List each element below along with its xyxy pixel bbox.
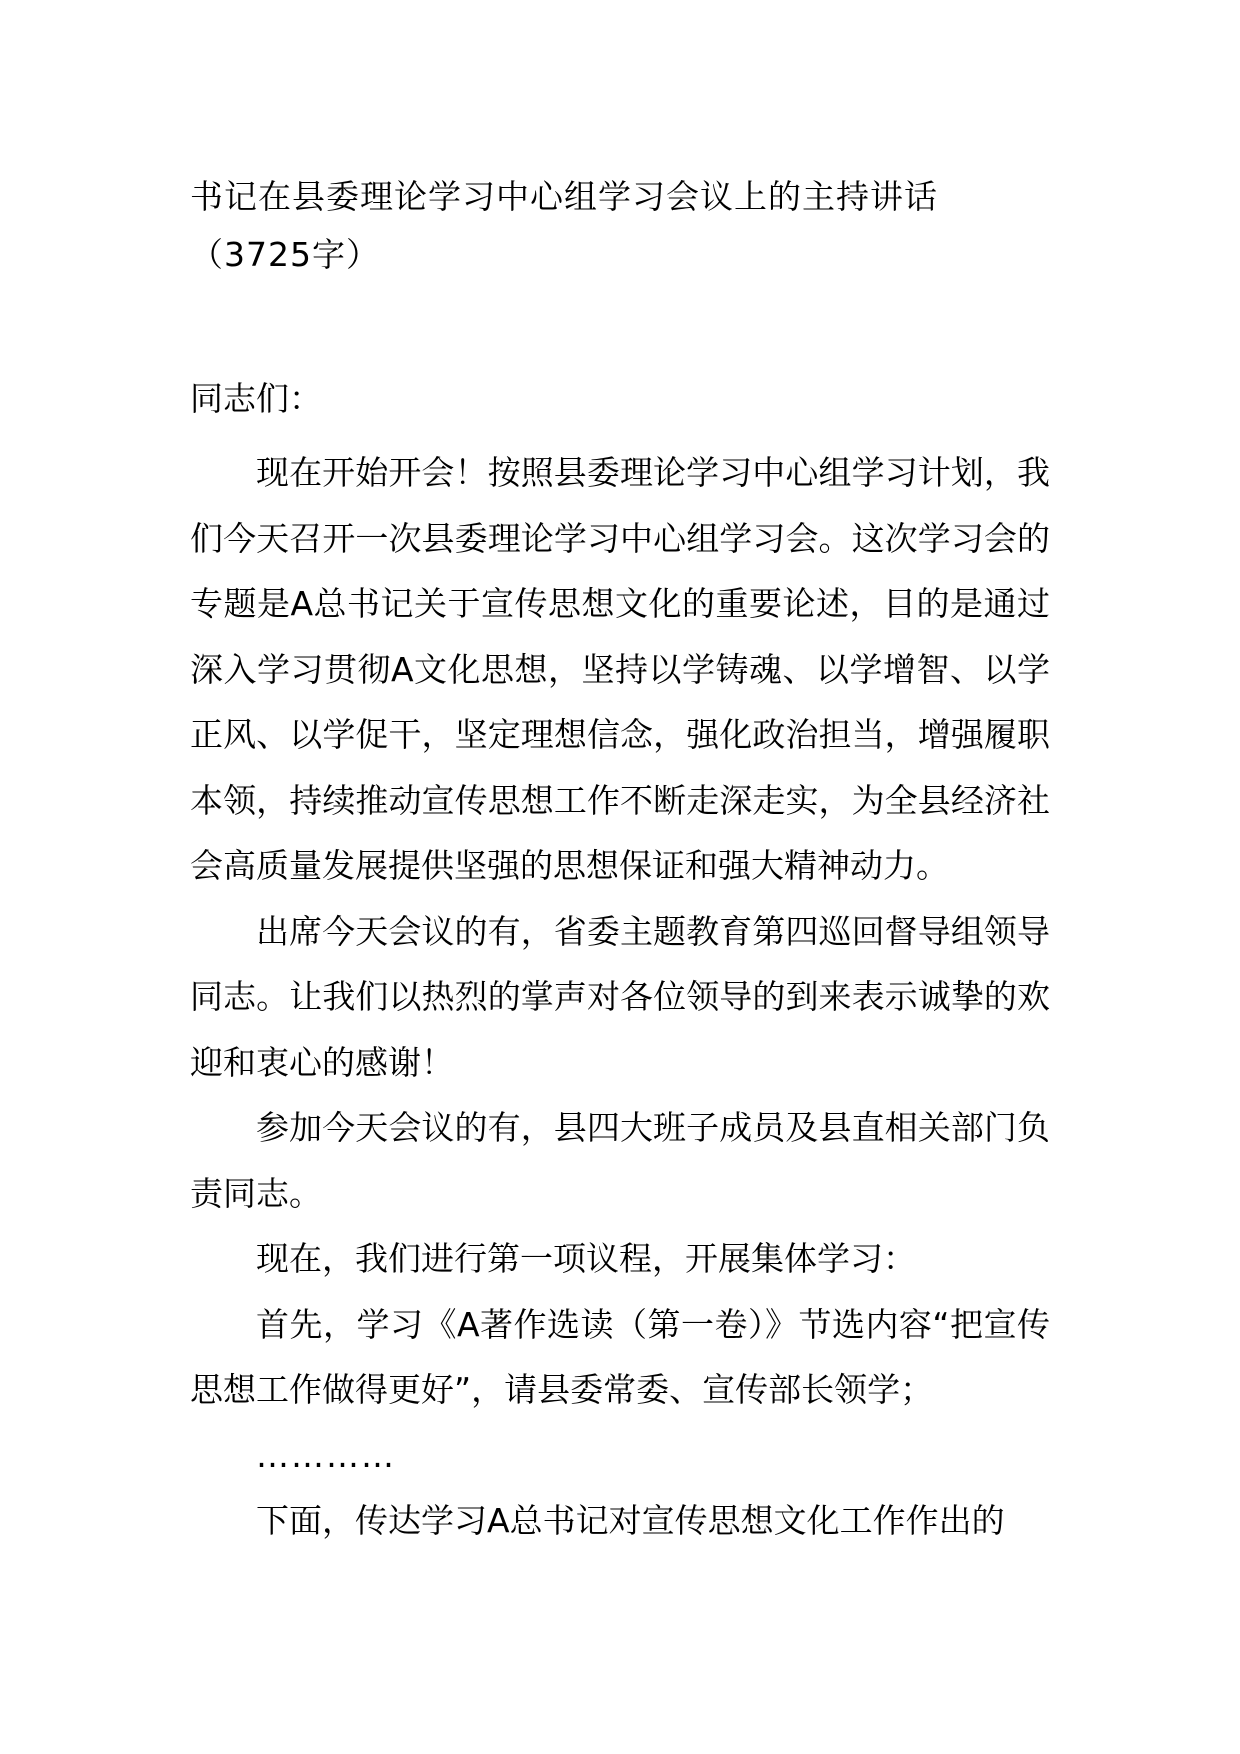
paragraph-first-study: 首先，学习《A著作选读（第一卷）》节选内容“把宣传思想工作做得更好”，请县委常委、宣传部长领学； — [190, 1304, 1050, 1409]
ellipsis: ………… — [256, 1435, 396, 1475]
document-body — [190, 168, 1050, 1554]
paragraph-agenda-one: 现在，我们进行第一项议程，开展集体学习： — [256, 1239, 916, 1278]
document-title: 书记在县委理论学习中心组学习会议上的主持讲话（3725字） — [190, 177, 938, 274]
paragraph-attendees-members: 参加今天会议的有，县四大班子成员及县直相关部门负责同志。 — [190, 1108, 1050, 1213]
paragraph-next-study: 下面，传达学习A总书记对宣传思想文化工作作出的 — [256, 1501, 1005, 1540]
salutation: 同志们： — [190, 379, 322, 418]
paragraph-opening: 现在开始开会！按照县委理论学习中心组学习计划，我们今天召开一次县委理论学习中心组学习会。这次学习会的专题是A总书记关于宣传思想文化的重要论述，目的是通过深入学习贯彻A文化思想，坚持以学铸魂、以学增智、以学正风、以学促干，坚定理想信念，强化政治担当，增强履职本领，持续推动宣传思想工作不断走深走实，为全县经济社会高质量发展提供坚强的思想保证和强大精神动力。 — [190, 453, 1050, 885]
paragraph-attendees-leaders: 出席今天会议的有，省委主题教育第四巡回督导组领导同志。让我们以热烈的掌声对各位领导的到来表示诚挚的欢迎和衷心的感谢！ — [190, 911, 1050, 1082]
